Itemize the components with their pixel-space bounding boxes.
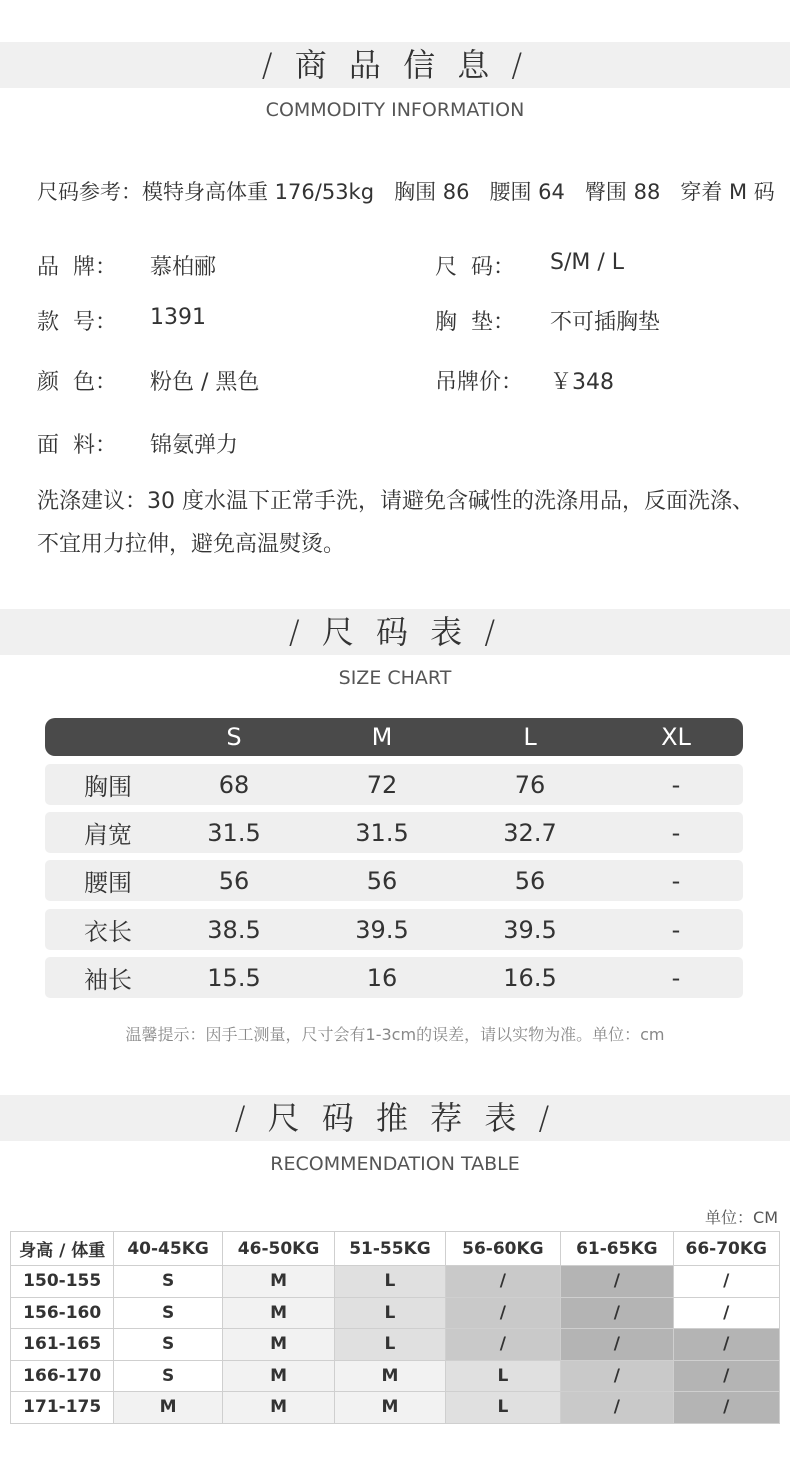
rec-size-cell: / — [445, 1329, 560, 1361]
size-cell: - — [671, 866, 681, 895]
color-label: 颜 色： — [37, 370, 117, 395]
size-table-row — [45, 909, 743, 950]
unit-label: 单位：CM — [705, 1208, 778, 1227]
rec-size-cell: L — [335, 1297, 445, 1329]
size-header-cell: L — [523, 723, 537, 751]
size-row-label: 袖长 — [84, 966, 132, 994]
rec-size-cell: / — [561, 1392, 673, 1424]
section-title-commodity: / 商 品 信 息 / — [261, 46, 529, 84]
rec-size-cell: L — [335, 1329, 445, 1361]
size-label: 尺 码： — [435, 255, 515, 280]
brand-value: 慕柏郦 — [150, 255, 217, 280]
size-row-label: 衣长 — [84, 918, 132, 946]
size-header-cell: S — [226, 723, 242, 751]
size-cell: 16.5 — [503, 963, 557, 992]
fabric-value: 锦氨弹力 — [150, 433, 239, 458]
rec-size-cell: S — [114, 1329, 222, 1361]
rec-size-cell: / — [673, 1329, 779, 1361]
size-cell: - — [671, 963, 681, 992]
size-row-label: 肩宽 — [84, 821, 132, 849]
rec-height-cell: 166-170 — [11, 1360, 114, 1392]
recommendation-header-row — [11, 1232, 780, 1266]
pad-label: 胸 垫： — [435, 310, 515, 335]
rec-size-cell: M — [114, 1392, 222, 1424]
rec-size-cell: / — [673, 1297, 779, 1329]
size-cell: 31.5 — [207, 818, 261, 847]
recommendation-row — [11, 1297, 780, 1329]
rec-header-cell: 身高 / 体重 — [11, 1232, 114, 1266]
size-row-label: 胸围 — [84, 773, 132, 801]
size-cell: 56 — [366, 866, 398, 895]
size-cell: 15.5 — [207, 963, 261, 992]
size-cell: 76 — [514, 770, 546, 799]
brand-label: 品 牌： — [37, 255, 117, 280]
style-label: 款 号： — [37, 310, 117, 335]
size-header-cell: XL — [661, 723, 691, 751]
rec-size-cell: S — [114, 1297, 222, 1329]
rec-size-cell: S — [114, 1266, 222, 1298]
rec-height-cell: 161-165 — [11, 1329, 114, 1361]
size-header-cell: M — [371, 723, 393, 751]
section-subtitle-commodity: COMMODITY INFORMATION — [265, 99, 525, 121]
size-cell: - — [671, 770, 681, 799]
rec-header-cell: 61-65KG — [561, 1232, 673, 1266]
size-cell: 31.5 — [355, 818, 409, 847]
size-cell: - — [671, 818, 681, 847]
rec-size-cell: / — [561, 1297, 673, 1329]
model-reference: 尺码参考：模特身高体重 176/53kg 胸围 86 腰围 64 臀围 88 穿着 M 码 — [37, 180, 775, 204]
rec-size-cell: L — [335, 1266, 445, 1298]
size-cell: 39.5 — [355, 915, 409, 944]
recommendation-row — [11, 1266, 780, 1298]
size-cell: 39.5 — [503, 915, 557, 944]
rec-header-cell: 46-50KG — [222, 1232, 334, 1266]
size-cell: 56 — [514, 866, 546, 895]
rec-size-cell: S — [114, 1360, 222, 1392]
rec-size-cell: M — [222, 1329, 334, 1361]
rec-height-cell: 171-175 — [11, 1392, 114, 1424]
fabric-label: 面 料： — [37, 433, 117, 458]
rec-size-cell: L — [445, 1360, 560, 1392]
size-header-cell — [45, 718, 171, 756]
size-cell: 68 — [218, 770, 250, 799]
rec-size-cell: / — [561, 1329, 673, 1361]
rec-size-cell: M — [335, 1392, 445, 1424]
care-instructions: 洗涤建议：30 度水温下正常手洗，请避免含碱性的洗涤用品，反面洗涤、不宜用力拉伸，避免高温熨烫。 — [37, 489, 754, 557]
size-row-label: 腰围 — [84, 869, 132, 897]
rec-size-cell: / — [561, 1360, 673, 1392]
recommendation-row — [11, 1329, 780, 1361]
rec-size-cell: / — [445, 1297, 560, 1329]
rec-size-cell: M — [222, 1297, 334, 1329]
rec-size-cell: M — [222, 1392, 334, 1424]
rec-size-cell: M — [222, 1360, 334, 1392]
rec-size-cell: / — [561, 1266, 673, 1298]
color-value: 粉色 / 黑色 — [150, 370, 260, 395]
recommendation-table — [10, 1231, 780, 1424]
recommendation-row — [11, 1360, 780, 1392]
rec-size-cell: / — [445, 1266, 560, 1298]
size-table-row — [45, 860, 743, 901]
size-cell: 56 — [218, 866, 250, 895]
size-value: S/M / L — [550, 250, 625, 275]
size-table-header — [45, 718, 743, 756]
section-title-size-chart: / 尺 码 表 / — [288, 613, 502, 651]
price-label: 吊牌价： — [435, 370, 524, 395]
section-title-recommendation: / 尺 码 推 荐 表 / — [234, 1099, 556, 1137]
rec-height-cell: 156-160 — [11, 1297, 114, 1329]
size-cell: - — [671, 915, 681, 944]
pad-value: 不可插胸垫 — [550, 310, 661, 335]
rec-size-cell: L — [445, 1392, 560, 1424]
size-table-row — [45, 812, 743, 853]
rec-header-cell: 40-45KG — [114, 1232, 222, 1266]
size-cell: 38.5 — [207, 915, 261, 944]
size-cell: 32.7 — [503, 818, 557, 847]
measurement-note: 温馨提示：因手工测量，尺寸会有1-3cm的误差，请以实物为准。单位：cm — [125, 1025, 665, 1044]
rec-height-cell: 150-155 — [11, 1266, 114, 1298]
rec-size-cell: M — [222, 1266, 334, 1298]
size-table-row — [45, 764, 743, 805]
rec-size-cell: / — [673, 1360, 779, 1392]
rec-header-cell: 51-55KG — [335, 1232, 445, 1266]
section-subtitle-recommendation: RECOMMENDATION TABLE — [270, 1153, 520, 1175]
rec-size-cell: / — [673, 1392, 779, 1424]
section-subtitle-size-chart: SIZE CHART — [338, 667, 452, 689]
size-cell: 16 — [366, 963, 398, 992]
rec-header-cell: 56-60KG — [445, 1232, 560, 1266]
rec-size-cell: / — [673, 1266, 779, 1298]
rec-size-cell: M — [335, 1360, 445, 1392]
price-value: ￥348 — [550, 370, 614, 395]
size-cell: 72 — [366, 770, 398, 799]
style-value: 1391 — [150, 305, 206, 330]
recommendation-row — [11, 1392, 780, 1424]
size-table-row — [45, 957, 743, 998]
rec-header-cell: 66-70KG — [673, 1232, 779, 1266]
